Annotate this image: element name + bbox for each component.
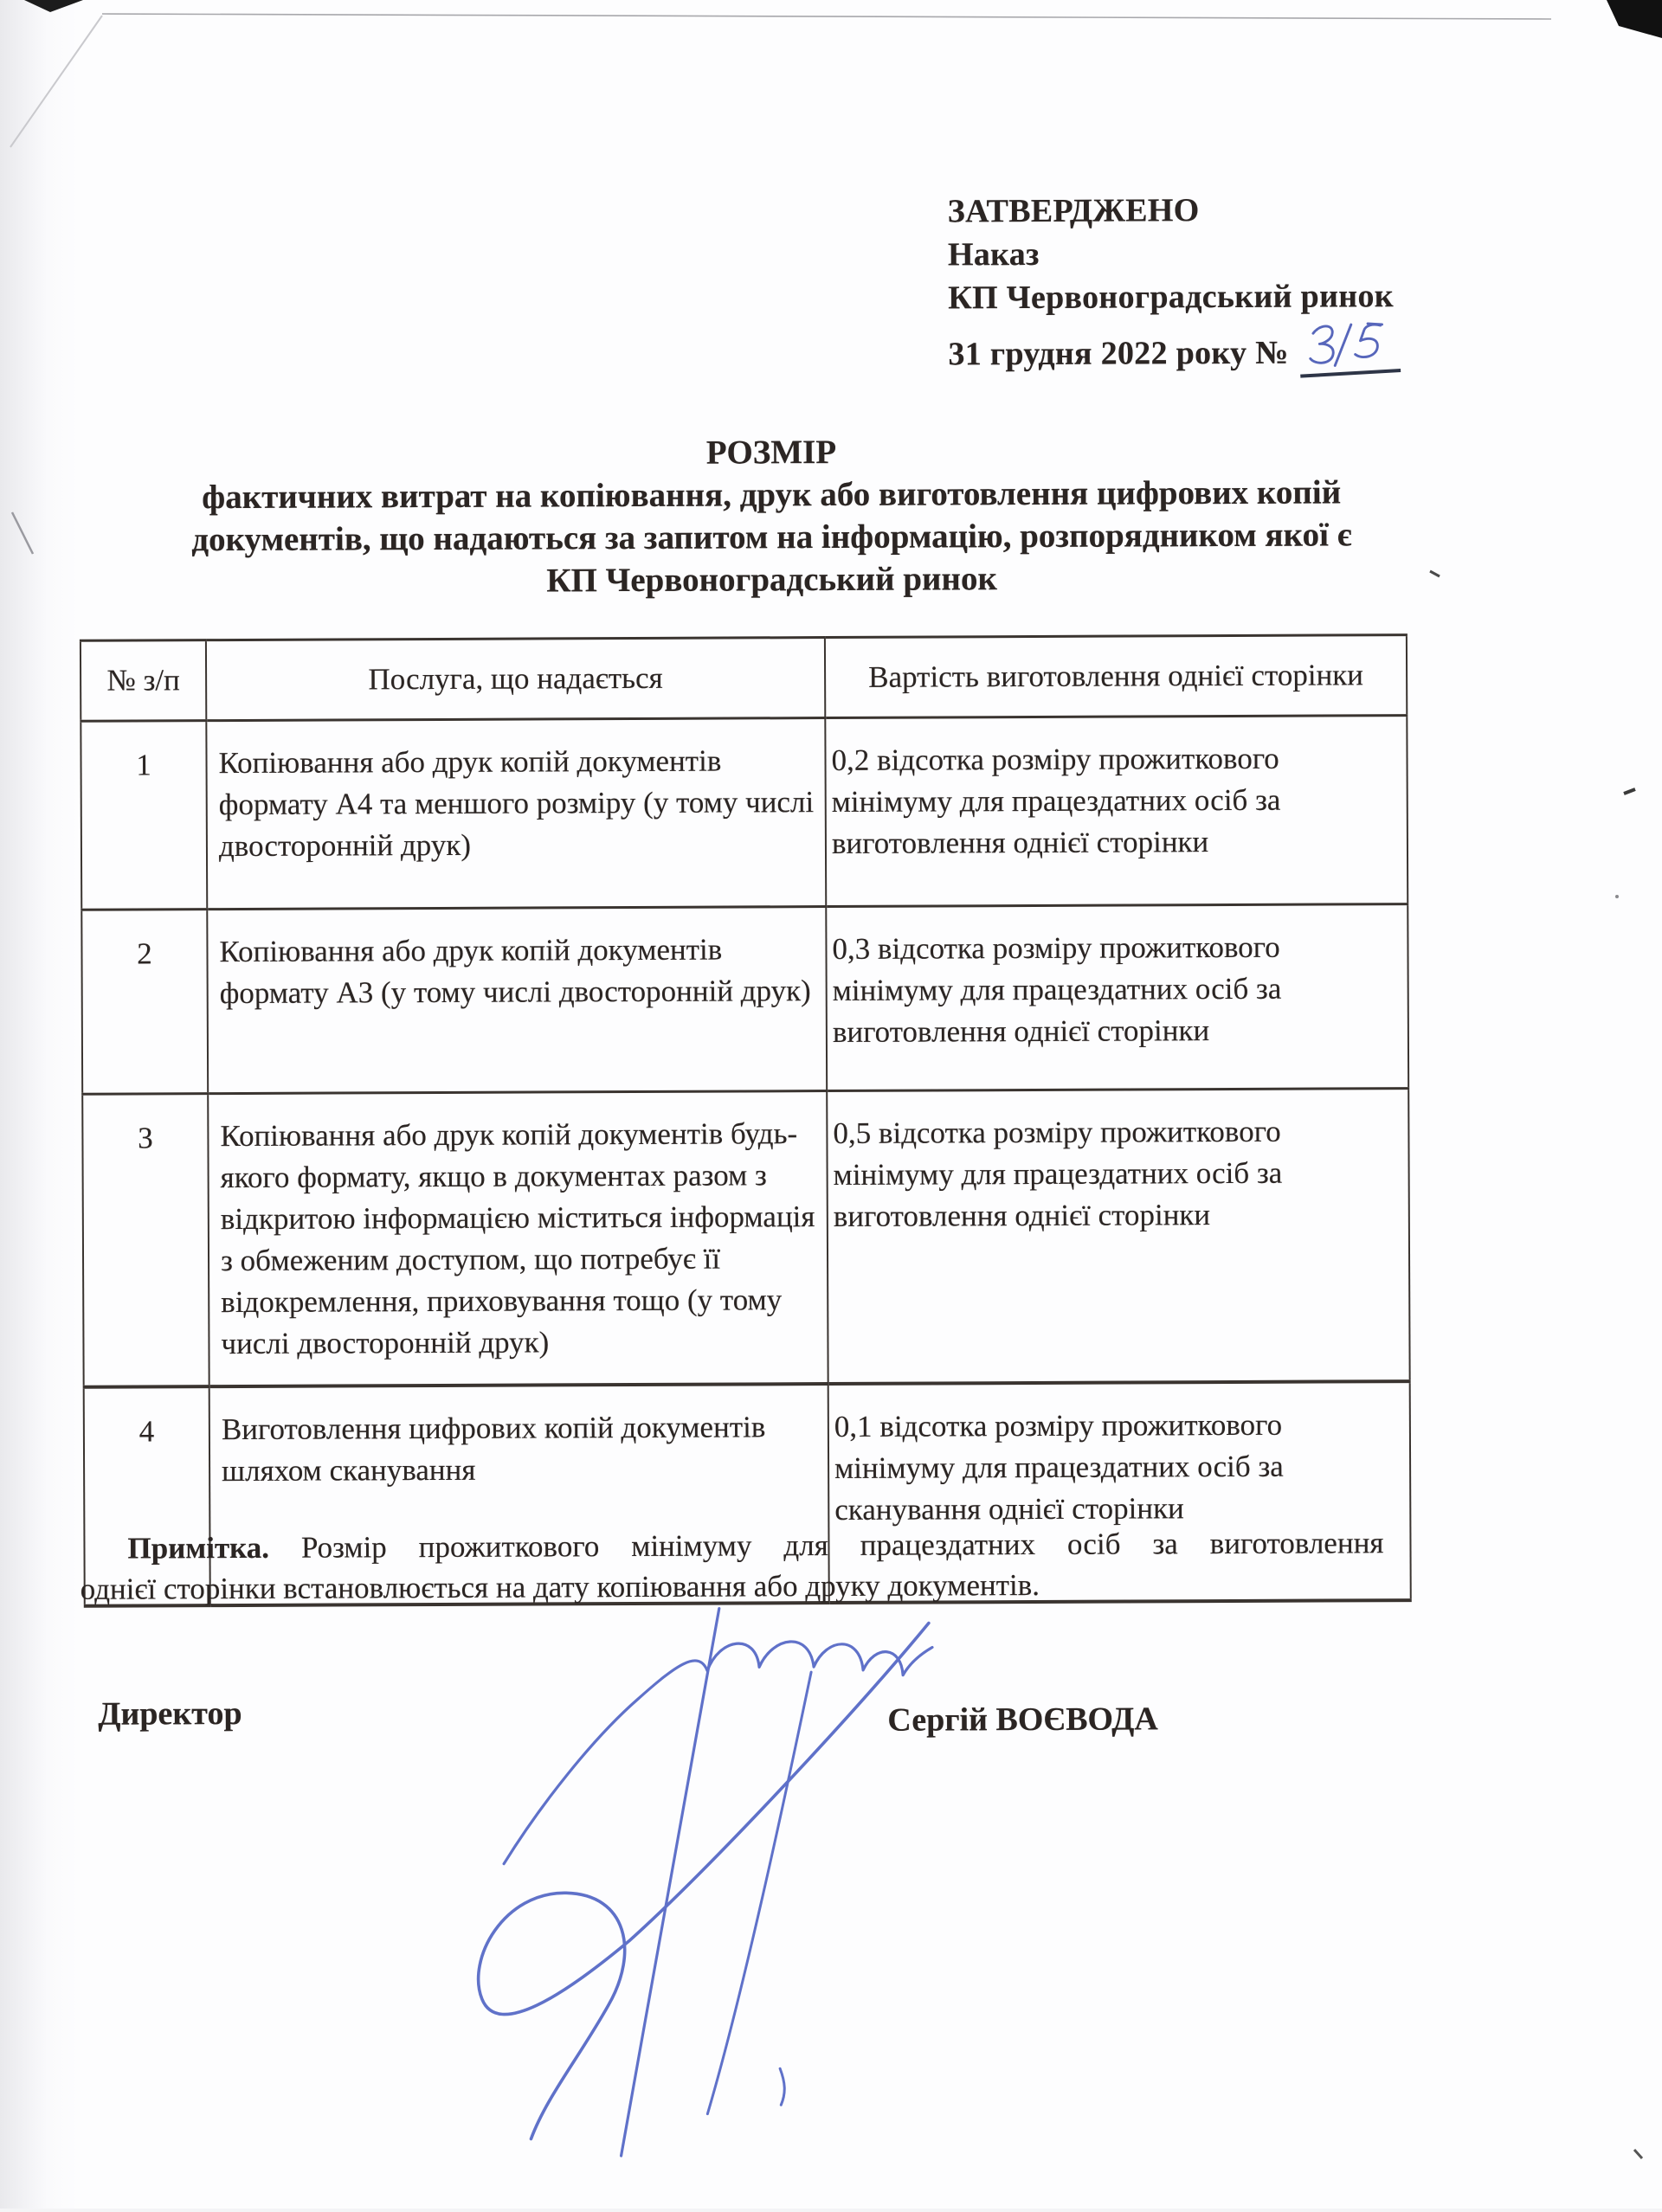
cost-cell: 0,1 відсотка розміру прожиткового мінімуму для працездатних осіб за сканування однієї сторінки	[828, 1381, 1411, 1603]
header-cell-cost: Вартість виготовлення однієї сторінки	[825, 635, 1407, 718]
handwritten-order-number	[1298, 315, 1401, 377]
service-cell: Копіювання або друк копій документів формату А3 (у тому числі двосторонній друк)	[207, 907, 827, 1094]
approval-block	[948, 188, 1400, 376]
approval-approved-line: ЗАТВЕРДЖЕНО	[947, 192, 1200, 230]
table-row	[81, 716, 1408, 910]
row-number-cell: 1	[81, 721, 207, 910]
note-line-2: однієї сторінки встановлюється на дату копіювання або друку документів.	[80, 1567, 1040, 1606]
service-cell: Копіювання або друк копій документів формату А4 та меншого розміру (у тому числі двосторонній друк)	[206, 718, 826, 910]
note-line-1-text: Розмір прожиткового мінімуму для працездатних осіб за виготовлення	[300, 1526, 1384, 1565]
director-label: Директор	[98, 1694, 242, 1733]
table-row	[82, 1089, 1409, 1387]
handwritten-ink-strokes	[1299, 315, 1395, 372]
title-line-4: КП Червоноградський ринок	[546, 560, 997, 600]
row-number-cell: 4	[84, 1386, 210, 1606]
table-row	[81, 904, 1408, 1095]
note-label: Примітка.	[127, 1530, 270, 1566]
table-header-row	[81, 635, 1407, 722]
document-title	[157, 428, 1387, 603]
approval-order-line: Наказ	[947, 235, 1040, 273]
header-cell-service: Послуга, що надається	[206, 638, 825, 721]
cost-cell: 0,2 відсотка розміру прожиткового мінімуму для працездатних осіб за виготовлення однієї сторінки	[825, 716, 1408, 907]
row-number-cell: 2	[81, 910, 208, 1095]
row-number-cell: 3	[82, 1094, 209, 1387]
approval-date-prefix: 31 грудня 2022 року №	[948, 334, 1289, 373]
note-line-1	[80, 1522, 1383, 1569]
cost-cell: 0,5 відсотка розміру прожиткового мінімуму для працездатних осіб за виготовлення однієї сторінки	[827, 1089, 1409, 1384]
title-line-3: документів, що надаються за запитом на інформацію, розпорядником якої є	[191, 516, 1352, 559]
title-line-1: РОЗМІР	[705, 433, 837, 472]
cost-cell: 0,3 відсотка розміру прожиткового мінімуму для працездатних осіб за виготовлення однієї сторінки	[826, 904, 1408, 1091]
signee-name: Сергій ВОЄВОДА	[887, 1701, 1158, 1739]
approval-issuer-line: КП Червоноградський ринок	[948, 278, 1395, 317]
costs-table	[80, 633, 1412, 1608]
service-cell: Виготовлення цифрових копій документів шляхом сканування	[209, 1384, 829, 1605]
signature-ink	[420, 1593, 976, 2167]
header-cell-number: № з/п	[81, 640, 206, 722]
title-line-2: фактичних витрат на копіювання, друк або виготовлення цифрових копій	[202, 473, 1342, 517]
service-cell: Копіювання або друк копій документів будь-якого формату, якщо в документах разом з відкритою інформацією міститься інформація з обмеженим доступом, що потребує її відокремлення, приховування тощо (у тому числі двосторонній друк)	[208, 1091, 828, 1387]
approval-date-line	[948, 318, 1399, 376]
